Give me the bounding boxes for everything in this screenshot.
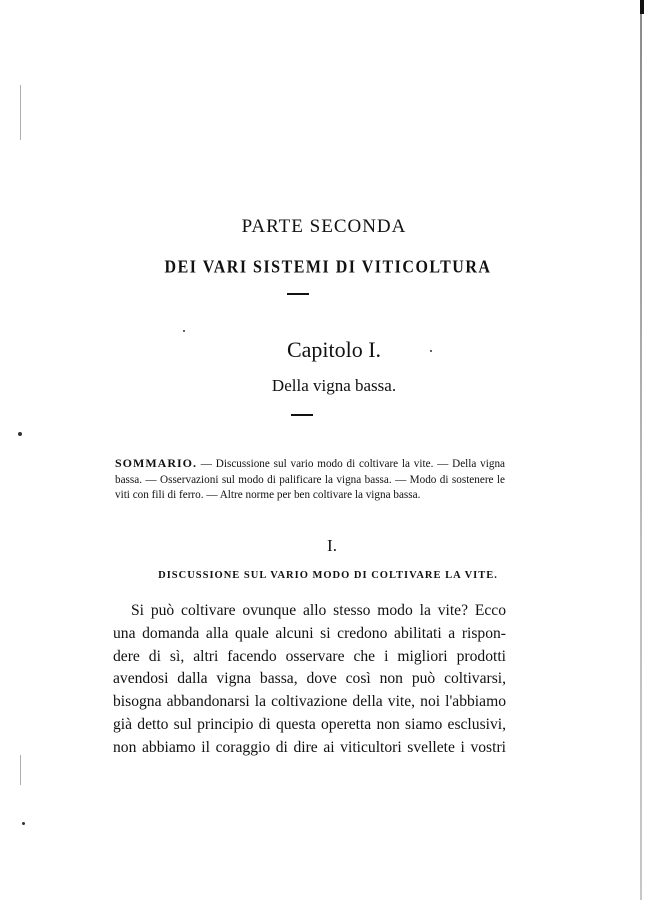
page-edge-left-top [20,85,21,140]
summary-label: SOMMARIO. [115,456,197,470]
chapter-summary [115,456,505,504]
scan-speck [183,330,185,332]
page-edge-mark [640,0,644,14]
body-line: avendosi dalla vigna bassa, dove così non può coltivarsi, [113,670,506,688]
part-subtitle: DEI VARI SISTEMI DI VITICOLTURA [164,257,492,278]
body-line: bisogna abbandonarsi la coltivazione della vite, noi l'abbiamo [113,693,506,711]
body-paragraph [113,600,506,760]
page-edge-right [640,0,642,900]
body-line: una domanda alla quale alcuni si credono abilitati a rispon- [113,624,506,642]
section-heading: DISCUSSIONE SUL VARIO MODO DI COLTIVARE LA VITE. [158,570,498,581]
body-line: dere di sì, altri facendo osservare che i migliori prodotti [113,647,506,665]
page-edge-left-bottom [20,755,21,785]
body-line: Si può coltivare ovunque allo stesso modo la vite? Ecco [131,602,506,619]
divider-rule [287,293,309,295]
scan-speck [22,822,25,825]
part-title: PARTE SECONDA [241,216,407,237]
scan-speck [18,432,22,436]
chapter-title: Capitolo I. [286,337,382,362]
chapter-subtitle: Della vigna bassa. [271,376,397,395]
section-number: I. [327,536,337,555]
body-line: già detto sul principio di questa operetta non siamo esclusivi, [113,715,506,733]
body-line: non abbiamo il coraggio di dire ai viticultori svellete i vostri [113,738,506,756]
summary-text: — Discussione sul vario modo di coltivare la vite. — Della vigna bassa. — Osservazioni sul modo di palificare la vigna bassa. — Modo di sostenere le viti con fili di ferro. — Altre norme per ben coltivare la vigna bassa. [115,458,505,501]
divider-rule [291,414,313,416]
